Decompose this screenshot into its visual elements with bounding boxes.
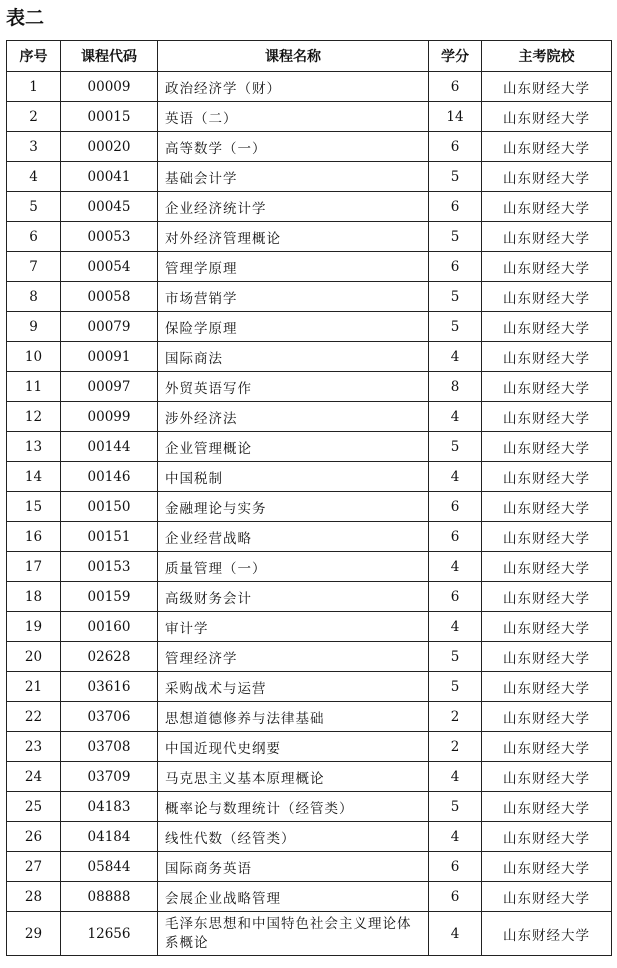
cell-credits: 6 xyxy=(429,582,482,612)
cell-credits: 5 xyxy=(429,792,482,822)
cell-course-code: 03709 xyxy=(61,762,158,792)
cell-index: 27 xyxy=(7,852,61,882)
cell-index: 16 xyxy=(7,522,61,552)
cell-exam-school: 山东财经大学 xyxy=(482,702,612,732)
cell-exam-school: 山东财经大学 xyxy=(482,522,612,552)
table-row xyxy=(7,792,612,822)
cell-index: 15 xyxy=(7,492,61,522)
cell-course-code: 00099 xyxy=(61,402,158,432)
cell-exam-school: 山东财经大学 xyxy=(482,162,612,192)
table-title: 表二 xyxy=(6,7,45,29)
cell-course-code: 04183 xyxy=(61,792,158,822)
table-header-row xyxy=(7,41,612,72)
cell-course-name: 概率论与数理统计（经管类） xyxy=(158,792,429,822)
cell-exam-school: 山东财经大学 xyxy=(482,912,612,956)
cell-exam-school: 山东财经大学 xyxy=(482,672,612,702)
header-school: 主考院校 xyxy=(482,41,612,72)
table-body xyxy=(7,72,612,956)
cell-course-code: 00041 xyxy=(61,162,158,192)
cell-credits: 5 xyxy=(429,312,482,342)
cell-credits: 6 xyxy=(429,492,482,522)
cell-credits: 4 xyxy=(429,342,482,372)
table-row xyxy=(7,102,612,132)
cell-course-name: 管理经济学 xyxy=(158,642,429,672)
cell-credits: 8 xyxy=(429,372,482,402)
cell-exam-school: 山东财经大学 xyxy=(482,192,612,222)
cell-exam-school: 山东财经大学 xyxy=(482,882,612,912)
cell-index: 12 xyxy=(7,402,61,432)
cell-course-name: 市场营销学 xyxy=(158,282,429,312)
cell-exam-school: 山东财经大学 xyxy=(482,462,612,492)
cell-course-name: 企业经济统计学 xyxy=(158,192,429,222)
table-row xyxy=(7,642,612,672)
cell-index: 11 xyxy=(7,372,61,402)
table-row xyxy=(7,612,612,642)
cell-index: 4 xyxy=(7,162,61,192)
cell-course-name: 国际商务英语 xyxy=(158,852,429,882)
cell-credits: 4 xyxy=(429,462,482,492)
cell-exam-school: 山东财经大学 xyxy=(482,342,612,372)
table-row xyxy=(7,822,612,852)
cell-exam-school: 山东财经大学 xyxy=(482,822,612,852)
table-row xyxy=(7,192,612,222)
cell-exam-school: 山东财经大学 xyxy=(482,582,612,612)
cell-course-code: 04184 xyxy=(61,822,158,852)
cell-exam-school: 山东财经大学 xyxy=(482,612,612,642)
cell-course-name: 会展企业战略管理 xyxy=(158,882,429,912)
cell-course-code: 08888 xyxy=(61,882,158,912)
table-row xyxy=(7,222,612,252)
cell-course-name: 中国税制 xyxy=(158,462,429,492)
cell-credits: 5 xyxy=(429,432,482,462)
cell-course-name: 对外经济管理概论 xyxy=(158,222,429,252)
cell-credits: 4 xyxy=(429,552,482,582)
table-row xyxy=(7,672,612,702)
cell-exam-school: 山东财经大学 xyxy=(482,102,612,132)
cell-credits: 6 xyxy=(429,192,482,222)
cell-course-name: 金融理论与实务 xyxy=(158,492,429,522)
table-row xyxy=(7,432,612,462)
cell-course-code: 00079 xyxy=(61,312,158,342)
table-row xyxy=(7,402,612,432)
cell-credits: 5 xyxy=(429,282,482,312)
cell-course-code: 00160 xyxy=(61,612,158,642)
cell-course-code: 00045 xyxy=(61,192,158,222)
cell-course-code: 03708 xyxy=(61,732,158,762)
cell-course-code: 02628 xyxy=(61,642,158,672)
header-credits: 学分 xyxy=(429,41,482,72)
cell-index: 6 xyxy=(7,222,61,252)
cell-course-name: 企业经营战略 xyxy=(158,522,429,552)
cell-course-name: 涉外经济法 xyxy=(158,402,429,432)
cell-course-code: 00146 xyxy=(61,462,158,492)
cell-course-name: 政治经济学（财） xyxy=(158,72,429,102)
cell-index: 14 xyxy=(7,462,61,492)
cell-course-code: 00150 xyxy=(61,492,158,522)
cell-course-name: 外贸英语写作 xyxy=(158,372,429,402)
table-row xyxy=(7,282,612,312)
cell-credits: 4 xyxy=(429,822,482,852)
cell-course-code: 00151 xyxy=(61,522,158,552)
cell-index: 13 xyxy=(7,432,61,462)
cell-course-name: 质量管理（一） xyxy=(158,552,429,582)
cell-index: 19 xyxy=(7,612,61,642)
cell-index: 17 xyxy=(7,552,61,582)
cell-credits: 6 xyxy=(429,132,482,162)
table-row xyxy=(7,132,612,162)
cell-index: 10 xyxy=(7,342,61,372)
cell-course-code: 00153 xyxy=(61,552,158,582)
cell-index: 7 xyxy=(7,252,61,282)
cell-credits: 6 xyxy=(429,882,482,912)
cell-course-code: 00020 xyxy=(61,132,158,162)
cell-exam-school: 山东财经大学 xyxy=(482,252,612,282)
cell-credits: 6 xyxy=(429,252,482,282)
cell-course-code: 12656 xyxy=(61,912,158,956)
cell-index: 3 xyxy=(7,132,61,162)
cell-index: 8 xyxy=(7,282,61,312)
cell-course-code: 00159 xyxy=(61,582,158,612)
cell-exam-school: 山东财经大学 xyxy=(482,132,612,162)
cell-exam-school: 山东财经大学 xyxy=(482,732,612,762)
table-row xyxy=(7,162,612,192)
cell-course-code: 00097 xyxy=(61,372,158,402)
cell-exam-school: 山东财经大学 xyxy=(482,312,612,342)
cell-index: 20 xyxy=(7,642,61,672)
cell-credits: 6 xyxy=(429,72,482,102)
cell-credits: 4 xyxy=(429,762,482,792)
cell-course-name: 企业管理概论 xyxy=(158,432,429,462)
cell-credits: 5 xyxy=(429,642,482,672)
table-row xyxy=(7,492,612,522)
cell-credits: 4 xyxy=(429,612,482,642)
cell-index: 21 xyxy=(7,672,61,702)
table-row xyxy=(7,312,612,342)
cell-course-name: 马克思主义基本原理概论 xyxy=(158,762,429,792)
cell-course-name: 高级财务会计 xyxy=(158,582,429,612)
table-row xyxy=(7,762,612,792)
cell-index: 26 xyxy=(7,822,61,852)
cell-index: 9 xyxy=(7,312,61,342)
cell-index: 24 xyxy=(7,762,61,792)
cell-course-name: 高等数学（一） xyxy=(158,132,429,162)
header-name: 课程名称 xyxy=(158,41,429,72)
cell-exam-school: 山东财经大学 xyxy=(482,852,612,882)
cell-course-name: 审计学 xyxy=(158,612,429,642)
cell-credits: 4 xyxy=(429,912,482,956)
cell-credits: 14 xyxy=(429,102,482,132)
cell-course-code: 00009 xyxy=(61,72,158,102)
table-row xyxy=(7,912,612,956)
cell-credits: 6 xyxy=(429,852,482,882)
cell-exam-school: 山东财经大学 xyxy=(482,792,612,822)
cell-credits: 5 xyxy=(429,162,482,192)
cell-index: 25 xyxy=(7,792,61,822)
cell-course-name: 国际商法 xyxy=(158,342,429,372)
cell-index: 22 xyxy=(7,702,61,732)
cell-course-code: 03706 xyxy=(61,702,158,732)
cell-index: 28 xyxy=(7,882,61,912)
table-row xyxy=(7,702,612,732)
table-row xyxy=(7,582,612,612)
cell-exam-school: 山东财经大学 xyxy=(482,762,612,792)
cell-course-name: 基础会计学 xyxy=(158,162,429,192)
cell-course-code: 00091 xyxy=(61,342,158,372)
cell-credits: 4 xyxy=(429,402,482,432)
cell-course-code: 03616 xyxy=(61,672,158,702)
header-index: 序号 xyxy=(7,41,61,72)
course-table xyxy=(6,40,612,956)
table-row xyxy=(7,552,612,582)
cell-course-code: 00015 xyxy=(61,102,158,132)
cell-course-name: 线性代数（经管类） xyxy=(158,822,429,852)
table-row xyxy=(7,72,612,102)
table-row xyxy=(7,522,612,552)
cell-credits: 5 xyxy=(429,672,482,702)
cell-index: 5 xyxy=(7,192,61,222)
table-row xyxy=(7,342,612,372)
cell-exam-school: 山东财经大学 xyxy=(482,372,612,402)
table-row xyxy=(7,732,612,762)
cell-index: 29 xyxy=(7,912,61,956)
cell-course-name: 保险学原理 xyxy=(158,312,429,342)
cell-course-code: 00058 xyxy=(61,282,158,312)
cell-exam-school: 山东财经大学 xyxy=(482,222,612,252)
cell-credits: 6 xyxy=(429,522,482,552)
cell-course-name: 思想道德修养与法律基础 xyxy=(158,702,429,732)
cell-exam-school: 山东财经大学 xyxy=(482,552,612,582)
cell-index: 18 xyxy=(7,582,61,612)
table-row xyxy=(7,462,612,492)
cell-index: 2 xyxy=(7,102,61,132)
cell-credits: 2 xyxy=(429,732,482,762)
table-row xyxy=(7,252,612,282)
table-row xyxy=(7,882,612,912)
cell-credits: 5 xyxy=(429,222,482,252)
cell-exam-school: 山东财经大学 xyxy=(482,282,612,312)
cell-course-name: 毛泽东思想和中国特色社会主义理论体系概论 xyxy=(158,912,429,956)
cell-course-name: 管理学原理 xyxy=(158,252,429,282)
table-row xyxy=(7,372,612,402)
cell-exam-school: 山东财经大学 xyxy=(482,432,612,462)
cell-index: 23 xyxy=(7,732,61,762)
cell-course-code: 05844 xyxy=(61,852,158,882)
cell-exam-school: 山东财经大学 xyxy=(482,402,612,432)
cell-course-code: 00053 xyxy=(61,222,158,252)
cell-course-name: 采购战术与运营 xyxy=(158,672,429,702)
cell-exam-school: 山东财经大学 xyxy=(482,72,612,102)
cell-course-name: 英语（二） xyxy=(158,102,429,132)
cell-exam-school: 山东财经大学 xyxy=(482,492,612,522)
cell-exam-school: 山东财经大学 xyxy=(482,642,612,672)
cell-course-name: 中国近现代史纲要 xyxy=(158,732,429,762)
cell-course-code: 00054 xyxy=(61,252,158,282)
table-row xyxy=(7,852,612,882)
cell-course-code: 00144 xyxy=(61,432,158,462)
cell-credits: 2 xyxy=(429,702,482,732)
cell-index: 1 xyxy=(7,72,61,102)
header-code: 课程代码 xyxy=(61,41,158,72)
